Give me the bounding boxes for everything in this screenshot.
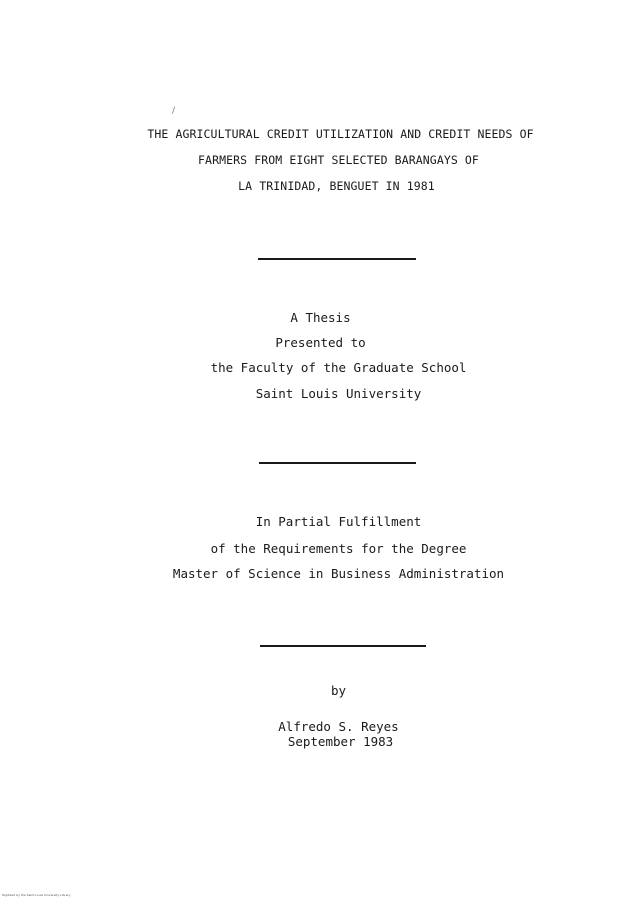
section-divider-2	[259, 462, 416, 464]
university-name: Saint Louis University	[255, 386, 422, 401]
author-name: Alfredo S. Reyes	[278, 719, 399, 734]
by-label: by	[330, 683, 347, 698]
presented-to-label: Presented to	[275, 335, 366, 350]
fulfillment-line-1: In Partial Fulfillment	[255, 514, 422, 529]
digitization-stamp: Digitized by the Saint Louis University Library	[2, 893, 71, 897]
stray-pen-mark: /	[172, 106, 176, 116]
section-divider-1	[258, 258, 416, 260]
degree-name: Master of Science in Business Administration	[172, 566, 505, 581]
faculty-line: the Faculty of the Graduate School	[210, 360, 467, 375]
section-divider-3	[260, 645, 426, 647]
thesis-title-line-2: FARMERS FROM EIGHT SELECTED BARANGAYS OF	[198, 153, 479, 167]
thesis-title-line-3: LA TRINIDAD, BENGUET IN 1981	[238, 179, 435, 193]
thesis-label: A Thesis	[290, 310, 351, 325]
fulfillment-line-2: of the Requirements for the Degree	[210, 541, 467, 556]
thesis-title-line-1: THE AGRICULTURAL CREDIT UTILIZATION AND CREDIT NEEDS OF	[147, 127, 534, 141]
submission-date: September 1983	[287, 734, 394, 749]
